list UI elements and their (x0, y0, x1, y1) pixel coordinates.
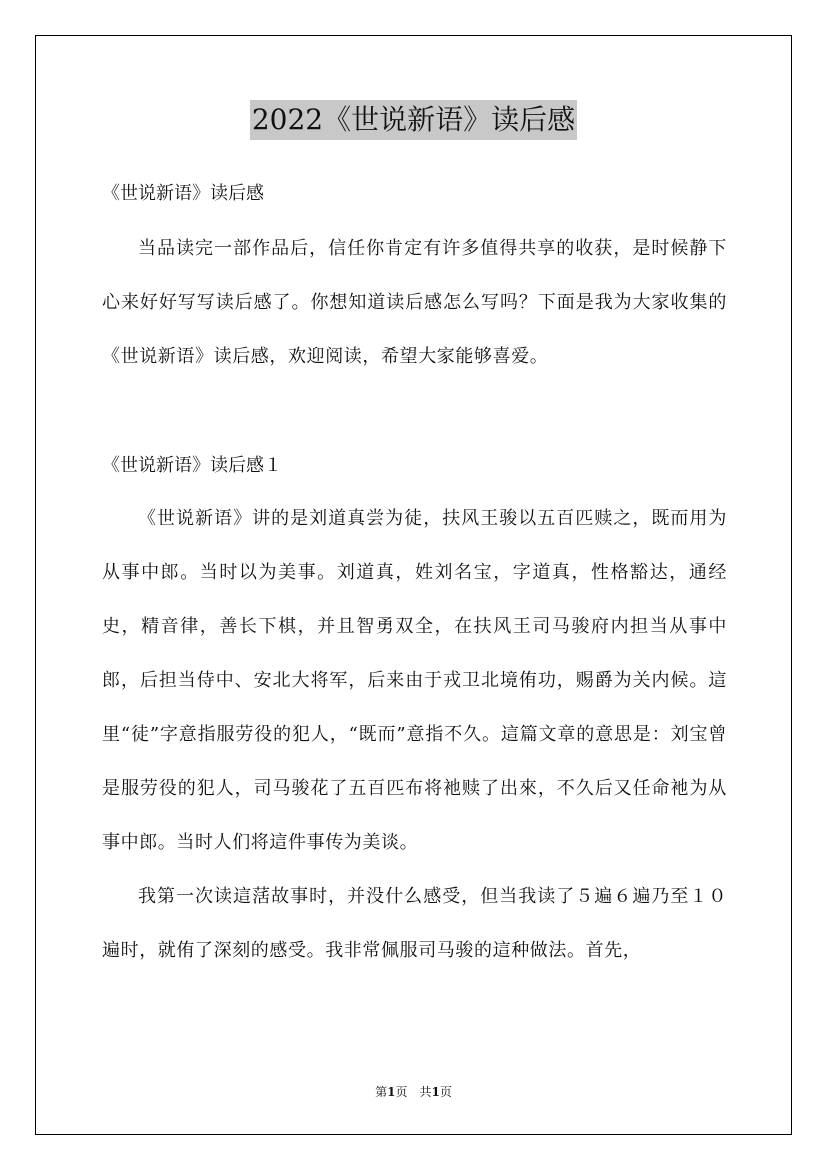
intro-block (102, 222, 727, 384)
footer-page-current: 1 (387, 1085, 396, 1099)
page-footer (0, 1083, 827, 1101)
section1-heading: 《世说新语》读后感１ (102, 455, 282, 476)
section1-block (102, 492, 727, 978)
intro-paragraph: 当品读完一部作品后，信任你肯定有许多值得共享的收获，是时候静下心来好好写写读后感了。你想知道读后感怎么写吗？下面是我为大家收集的《世说新语》读后感，欢迎阅读，希望大家能够喜爱。 (102, 238, 727, 367)
document-title: 2022《世说新语》读后感 (250, 100, 577, 140)
section1-paragraph-2: 我第一次读這萿故事时，并没什么感受，但当我读了５遍６遍乃至１０遍时，就侑了深刻的感受。我非常佩服司马骏的這种做法。首先， (102, 886, 727, 961)
footer-page-total: 1 (431, 1085, 440, 1099)
footer-page-mid: 页 共 (395, 1085, 432, 1099)
footer-page-suffix: 页 (439, 1085, 452, 1099)
intro-heading: 《世说新语》读后感 (102, 183, 264, 204)
footer-page-prefix: 第 (375, 1085, 388, 1099)
title-wrap (0, 100, 827, 140)
section1-paragraph-1: 《世说新语》讲的是刘道真尝为徒，扶风王骏以五百匹赎之，既而用为从事中郎。当时以为美事。刘道真，姓刘名宝，字道真，性格豁达，通经史，精音律，善长下棋，并且智勇双全，在扶风王司马骏府内担当从事中郎，后担当侍中、安北大将军，后来由于戎卫北境侑功，赐爵为关内候。這里“徒”字意指服劳役的犯人，“既而”意指不久。這篇文章的意思是：刘宝曾是服劳役的犯人，司马骏花了五百匹布将衪赎了出來，不久后又任命衪为从事中郎。当时人们将這件事传为美谈。 (102, 508, 727, 853)
